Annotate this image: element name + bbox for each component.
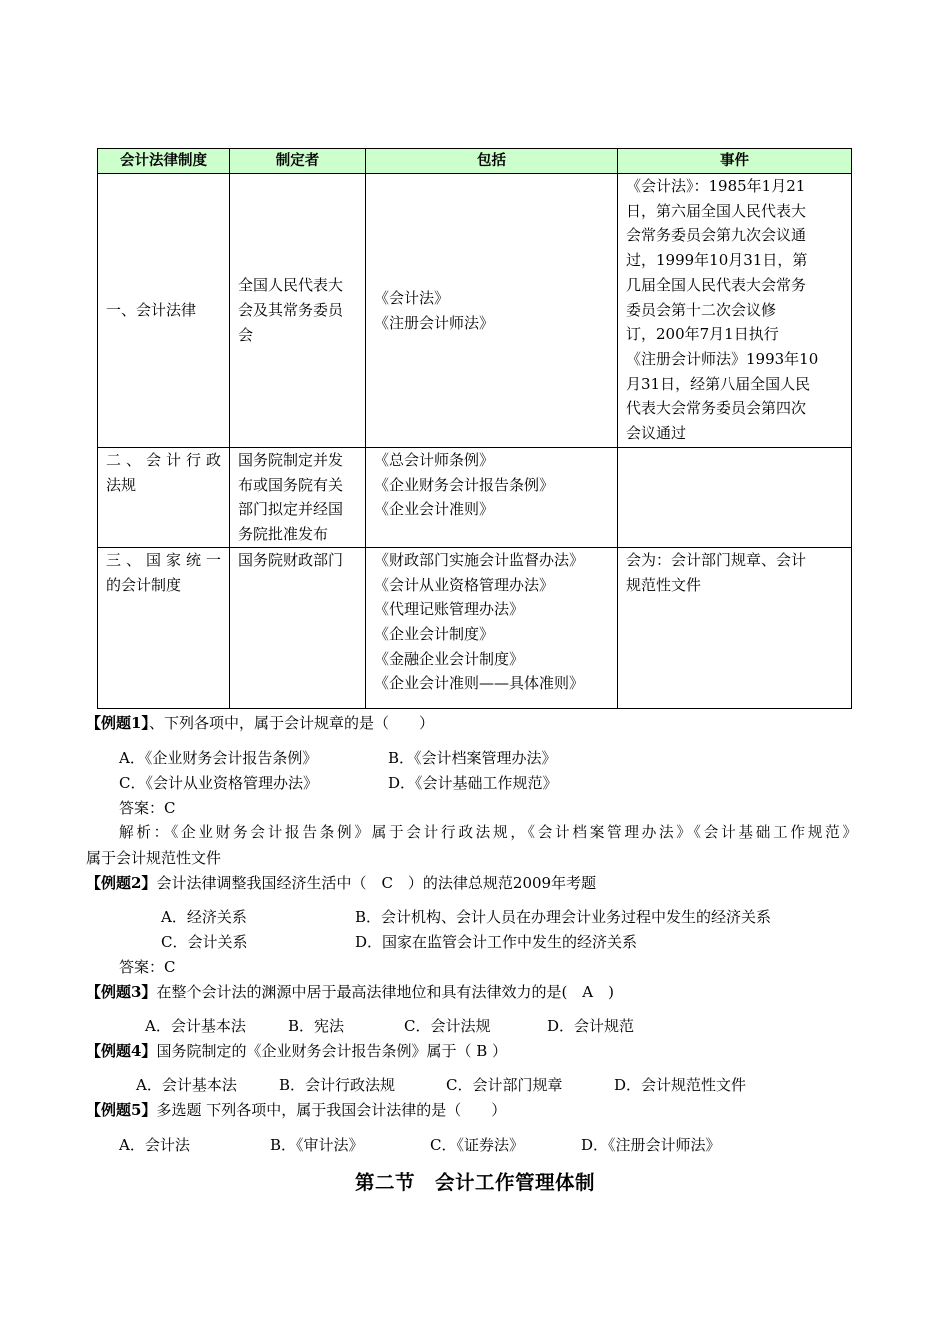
- example5-label: 【例题5】: [86, 1101, 157, 1119]
- example3-option-d: D．会计规范: [547, 1017, 635, 1035]
- row2-maker-line: 国务院制定并发: [238, 451, 344, 469]
- table-row: [98, 448, 852, 548]
- example2-option-d: D．国家在监管会计工作中发生的经济关系: [355, 933, 638, 951]
- row1-event-line: 会议通过: [626, 424, 687, 443]
- row1-event-line: 订，200年7月1日执行: [626, 325, 779, 344]
- table-row: [98, 174, 852, 448]
- example3-option-b: B．宪法: [288, 1017, 345, 1035]
- example5-option-c: C．《证券法》: [430, 1136, 524, 1154]
- row3-include-item: 《金融企业会计制度》: [374, 649, 525, 668]
- example5-option-d: D．《注册会计师法》: [581, 1136, 721, 1154]
- example1-analysis-cont: 属于会计规范性文件: [86, 849, 222, 867]
- law-system-table: [97, 148, 852, 709]
- row1-event-line: 委员会第十二次会议修: [626, 300, 777, 319]
- row1-include-item: 《会计法》: [374, 288, 450, 307]
- example3-question-text: 在整个会计法的渊源中居于最高法律地位和具有法律效力的是( A ): [156, 983, 614, 1001]
- row1-maker: [230, 174, 366, 448]
- row3-category: [98, 547, 230, 708]
- example4-option-d: D．会计规范性文件: [614, 1076, 747, 1094]
- row1-maker-line: 会及其常务委员: [238, 301, 344, 320]
- example4-question: [86, 1041, 507, 1061]
- example5-option-b: B．《审计法》: [270, 1136, 364, 1154]
- row2-include-item: 《总会计师条例》: [374, 451, 495, 469]
- example4-question-text: 国务院制定的《企业财务会计报告条例》属于（ B ）: [156, 1042, 507, 1060]
- row1-event-line: 代表大会常务委员会第四次: [626, 399, 807, 418]
- example5-question-text: 多选题 下列各项中，属于我国会计法律的是（ ）: [156, 1101, 507, 1119]
- example2-option-c: C．会计关系: [161, 933, 248, 951]
- row3-event-line: 会为：会计部门规章、会计: [626, 550, 807, 569]
- row1-event-line: 会常务委员会第九次会议通: [626, 226, 807, 245]
- example2-answer: 答案：C: [119, 958, 176, 976]
- row1-event-line: 过，1999年10月31日，第: [626, 251, 808, 270]
- row3-maker-line: 国务院财政部门: [238, 550, 344, 569]
- row3-include-item: 《代理记账管理办法》: [374, 600, 525, 619]
- example4-option-c: C．会计部门规章: [446, 1076, 563, 1094]
- example1-question: [86, 713, 434, 733]
- row1-maker-line: 会: [238, 325, 254, 344]
- row2-maker-line: 务院批准发布: [238, 525, 329, 544]
- row2-maker-line: 部门拟定并经国: [238, 500, 344, 519]
- row1-event-line: 日，第六届全国人民代表大: [626, 201, 807, 220]
- row1-events: [618, 174, 852, 448]
- header-includes: 包括: [366, 149, 618, 174]
- example3-label: 【例题3】: [86, 983, 157, 1001]
- row3-category-line: 三、国家统一: [106, 550, 221, 569]
- example1-option-a: A．《企业财务会计报告条例》: [119, 749, 318, 767]
- example2-option-a: A．经济关系: [161, 908, 247, 926]
- example1-question-text: 、下列各项中，属于会计规章的是（ ）: [148, 714, 434, 732]
- header-maker: 制定者: [230, 149, 366, 174]
- example5-question: [86, 1100, 506, 1120]
- row3-maker: [230, 547, 366, 708]
- row1-maker-line: 全国人民代表大: [238, 276, 344, 295]
- example4-option-a: A．会计基本法: [136, 1076, 237, 1094]
- example1-option-b: B．《会计档案管理办法》: [388, 749, 557, 767]
- row3-includes: [366, 547, 618, 708]
- row3-include-item: 《财政部门实施会计监督办法》: [374, 550, 585, 569]
- example1-analysis: 解析：《企业财务会计报告条例》属于会计行政法规，《会计档案管理办法》《会计基础工作规范》: [119, 824, 857, 841]
- example2-question: [86, 873, 596, 893]
- example1-label: 【例题1】: [86, 714, 149, 732]
- row2-include-item: 《企业财务会计报告条例》: [374, 475, 555, 494]
- section-title: 第二节 会计工作管理体制: [354, 1171, 595, 1194]
- row3-event-line: 规范性文件: [626, 575, 702, 594]
- row3-events: [618, 547, 852, 708]
- example1-option-c: C．《会计从业资格管理办法》: [119, 774, 318, 792]
- row3-include-item: 《会计从业资格管理办法》: [374, 575, 555, 594]
- example1-answer: 答案：C: [119, 799, 176, 817]
- row3-include-item: 《企业会计准则——具体准则》: [374, 674, 585, 693]
- row1-event-line: 月31日，经第八届全国人民: [626, 374, 811, 393]
- example4-label: 【例题4】: [86, 1042, 157, 1060]
- row2-maker-line: 布或国务院有关: [238, 475, 344, 494]
- row1-includes: [366, 174, 618, 448]
- table-row: [98, 547, 852, 708]
- example3-question: [86, 982, 614, 1002]
- row1-event-line: 几届全国人民代表大会常务: [626, 275, 807, 294]
- example2-option-b: B．会计机构、会计人员在办理会计业务过程中发生的经济关系: [355, 908, 772, 926]
- row2-events: [618, 448, 852, 548]
- row2-category-line: 二、会计行政: [106, 451, 221, 469]
- row3-category-line: 的会计制度: [106, 575, 182, 594]
- row2-includes: [366, 448, 618, 548]
- row2-category-line: 法规: [106, 475, 137, 494]
- table-header-row: [98, 149, 852, 174]
- example2-question-text: 会计法律调整我国经济生活中（ C ）的法律总规范2009年考题: [156, 874, 597, 892]
- row1-include-item: 《注册会计师法》: [374, 313, 495, 332]
- example3-option-c: C．会计法规: [404, 1017, 491, 1035]
- row2-category: [98, 448, 230, 548]
- example3-option-a: A．会计基本法: [145, 1017, 246, 1035]
- header-category: 会计法律制度: [98, 149, 230, 174]
- example2-label: 【例题2】: [86, 874, 157, 892]
- row1-category: 一、会计法律: [98, 174, 230, 448]
- row2-maker: [230, 448, 366, 548]
- example4-option-b: B．会计行政法规: [279, 1076, 396, 1094]
- row1-event-line: 《会计法》：1985年1月21: [626, 177, 806, 195]
- example5-option-a: A．会计法: [119, 1136, 190, 1154]
- row1-event-line: 《注册会计师法》1993年10: [626, 349, 819, 368]
- header-events: 事件: [618, 149, 852, 174]
- row3-include-item: 《企业会计制度》: [374, 624, 495, 643]
- row2-include-item: 《企业会计准则》: [374, 500, 495, 519]
- example1-option-d: D．《会计基础工作规范》: [388, 774, 558, 792]
